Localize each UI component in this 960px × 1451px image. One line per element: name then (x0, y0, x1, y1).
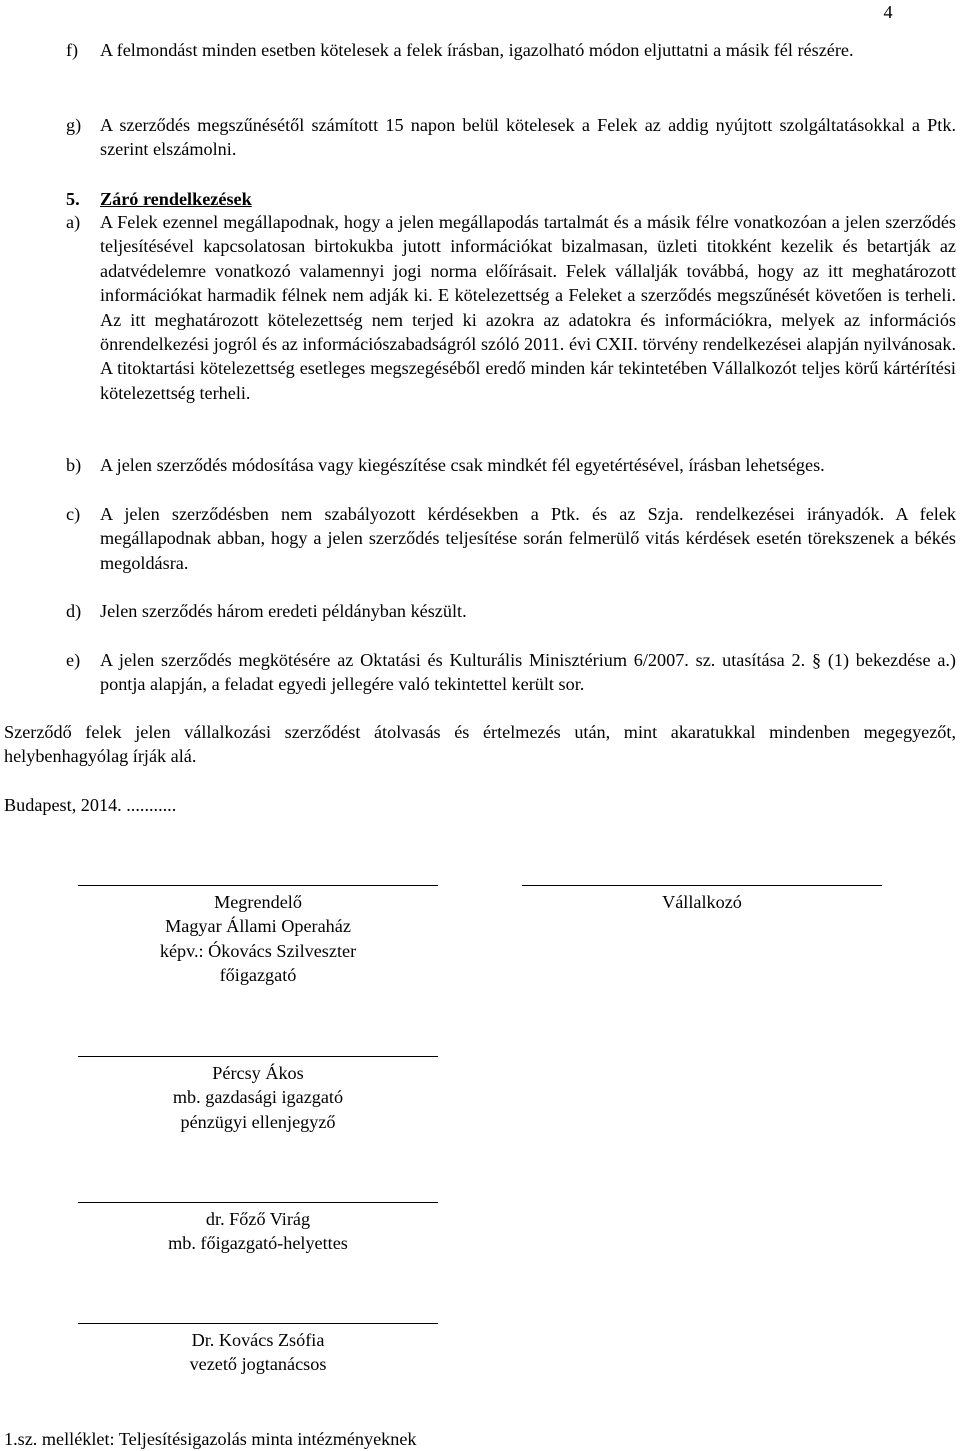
list-item (66, 453, 956, 477)
list-item (66, 113, 956, 162)
page-number: 4 (883, 2, 893, 22)
list-item (66, 210, 956, 405)
item-label: g) (66, 115, 82, 135)
footer-note: 1.sz. melléklet: Teljesítésigazolás minta intézményeknek (4, 1429, 417, 1449)
signer-role: pénzügyi ellenjegyző (180, 1111, 336, 1132)
closing-paragraph: Szerződő felek jelen vállalkozási szerződést átolvasás és értelmezés után, mint akaratukkal mindenben megegyezőt, helybenhagyólag írják alá. (4, 722, 956, 767)
signature-line-client (78, 885, 438, 886)
item-text: A felmondást minden esetben kötelesek a felek írásban, igazolható módon eljuttatni a másik fél részére. (100, 40, 854, 60)
list-item (66, 599, 956, 623)
section-heading (66, 187, 766, 211)
item-label: f) (66, 40, 79, 60)
signer-name: Pércsy Ákos (212, 1063, 304, 1083)
signer-name: Dr. Kovács Zsófia (191, 1330, 325, 1350)
signer-title: mb. főigazgató-helyettes (168, 1233, 348, 1254)
signature-block-contractor (522, 890, 882, 914)
item-label: c) (66, 504, 81, 524)
item-text: A Felek ezennel megállapodnak, hogy a jelen megállapodás tartalmát és a másik félre vonatkozóan a jelen szerződés teljesítésével kapcsolatosan birtokukba jutott információkat bizalmasan, üzleti titokként kezelik és betartják az adatvédelemre vonatkozó valamennyi jogi norma előírásait. Felek vállalják továbbá, hogy az itt meghatározott információkat harmadik félnek nem adják ki. E kötelezettség a Feleket a szerződés megszűnését követően is terheli. Az itt meghatározott kötelezettség nem terjed ki azokra az adatokra és információkra, melyek az információs önrendelkezési jogról és az információszabadságról szóló 2011. évi CXII. törvény rendelkezései alapján nyilvánosak. A titoktartási kötelezettség esetleges megszegéséből eredő minden kár tekintetében Vállalkozót teljes körű kártérítési kötelezettség terheli. (100, 212, 956, 403)
item-text: A jelen szerződés módosítása vagy kiegészítése csak mindkét fél egyetértésével, írásban lehetséges. (100, 455, 825, 475)
section-number: 5. (66, 189, 80, 209)
signature-line-deputy (78, 1202, 438, 1203)
signature-block-financial (78, 1061, 438, 1134)
signer-role: Vállalkozó (662, 892, 742, 912)
section-title: Záró rendelkezések (100, 189, 252, 209)
signature-line-contractor (522, 885, 882, 886)
list-item (66, 38, 956, 62)
list-item (66, 648, 956, 697)
item-label: a) (66, 212, 81, 232)
signer-title: vezető jogtanácsos (189, 1354, 327, 1375)
item-text: A jelen szerződésben nem szabályozott kérdésekben a Ptk. és az Szja. rendelkezései irányadók. A felek megállapodnak abban, hogy a jelen szerződés teljesítése során felmerülő vitás kérdések esetén törekszenek a békés megoldásra. (100, 504, 956, 573)
item-label: b) (66, 455, 82, 475)
item-text: A szerződés megszűnésétől számított 15 napon belül kötelesek a Felek az addig nyújtott szolgáltatásokkal a Ptk. szerint elszámolni. (100, 115, 956, 160)
item-label: e) (66, 650, 81, 670)
signer-organization: Magyar Állami Operaház (165, 916, 351, 937)
item-text: A jelen szerződés megkötésére az Oktatási és Kulturális Minisztérium 6/2007. sz. utasítása 2. § (1) bekezdése a.) pontja alapján, a feladat egyedi jellegére való tekintettel került sor. (100, 650, 956, 695)
item-text: Jelen szerződés három eredeti példányban készült. (100, 601, 467, 621)
list-item (66, 502, 956, 575)
signer-title: mb. gazdasági igazgató (172, 1087, 344, 1108)
signature-line-financial (78, 1056, 438, 1057)
signature-block-deputy (78, 1207, 438, 1256)
signer-name: dr. Főző Virág (205, 1209, 311, 1229)
signer-role: Megrendelő (214, 892, 302, 912)
signer-title: főigazgató (219, 965, 297, 986)
signature-block-client (78, 890, 438, 988)
place-date: Budapest, 2014. ........... (4, 795, 177, 815)
signature-line-legal (78, 1323, 438, 1324)
item-label: d) (66, 601, 82, 621)
signature-block-legal (78, 1328, 438, 1377)
signer-representative: képv.: Ókovács Szilveszter (159, 940, 357, 961)
